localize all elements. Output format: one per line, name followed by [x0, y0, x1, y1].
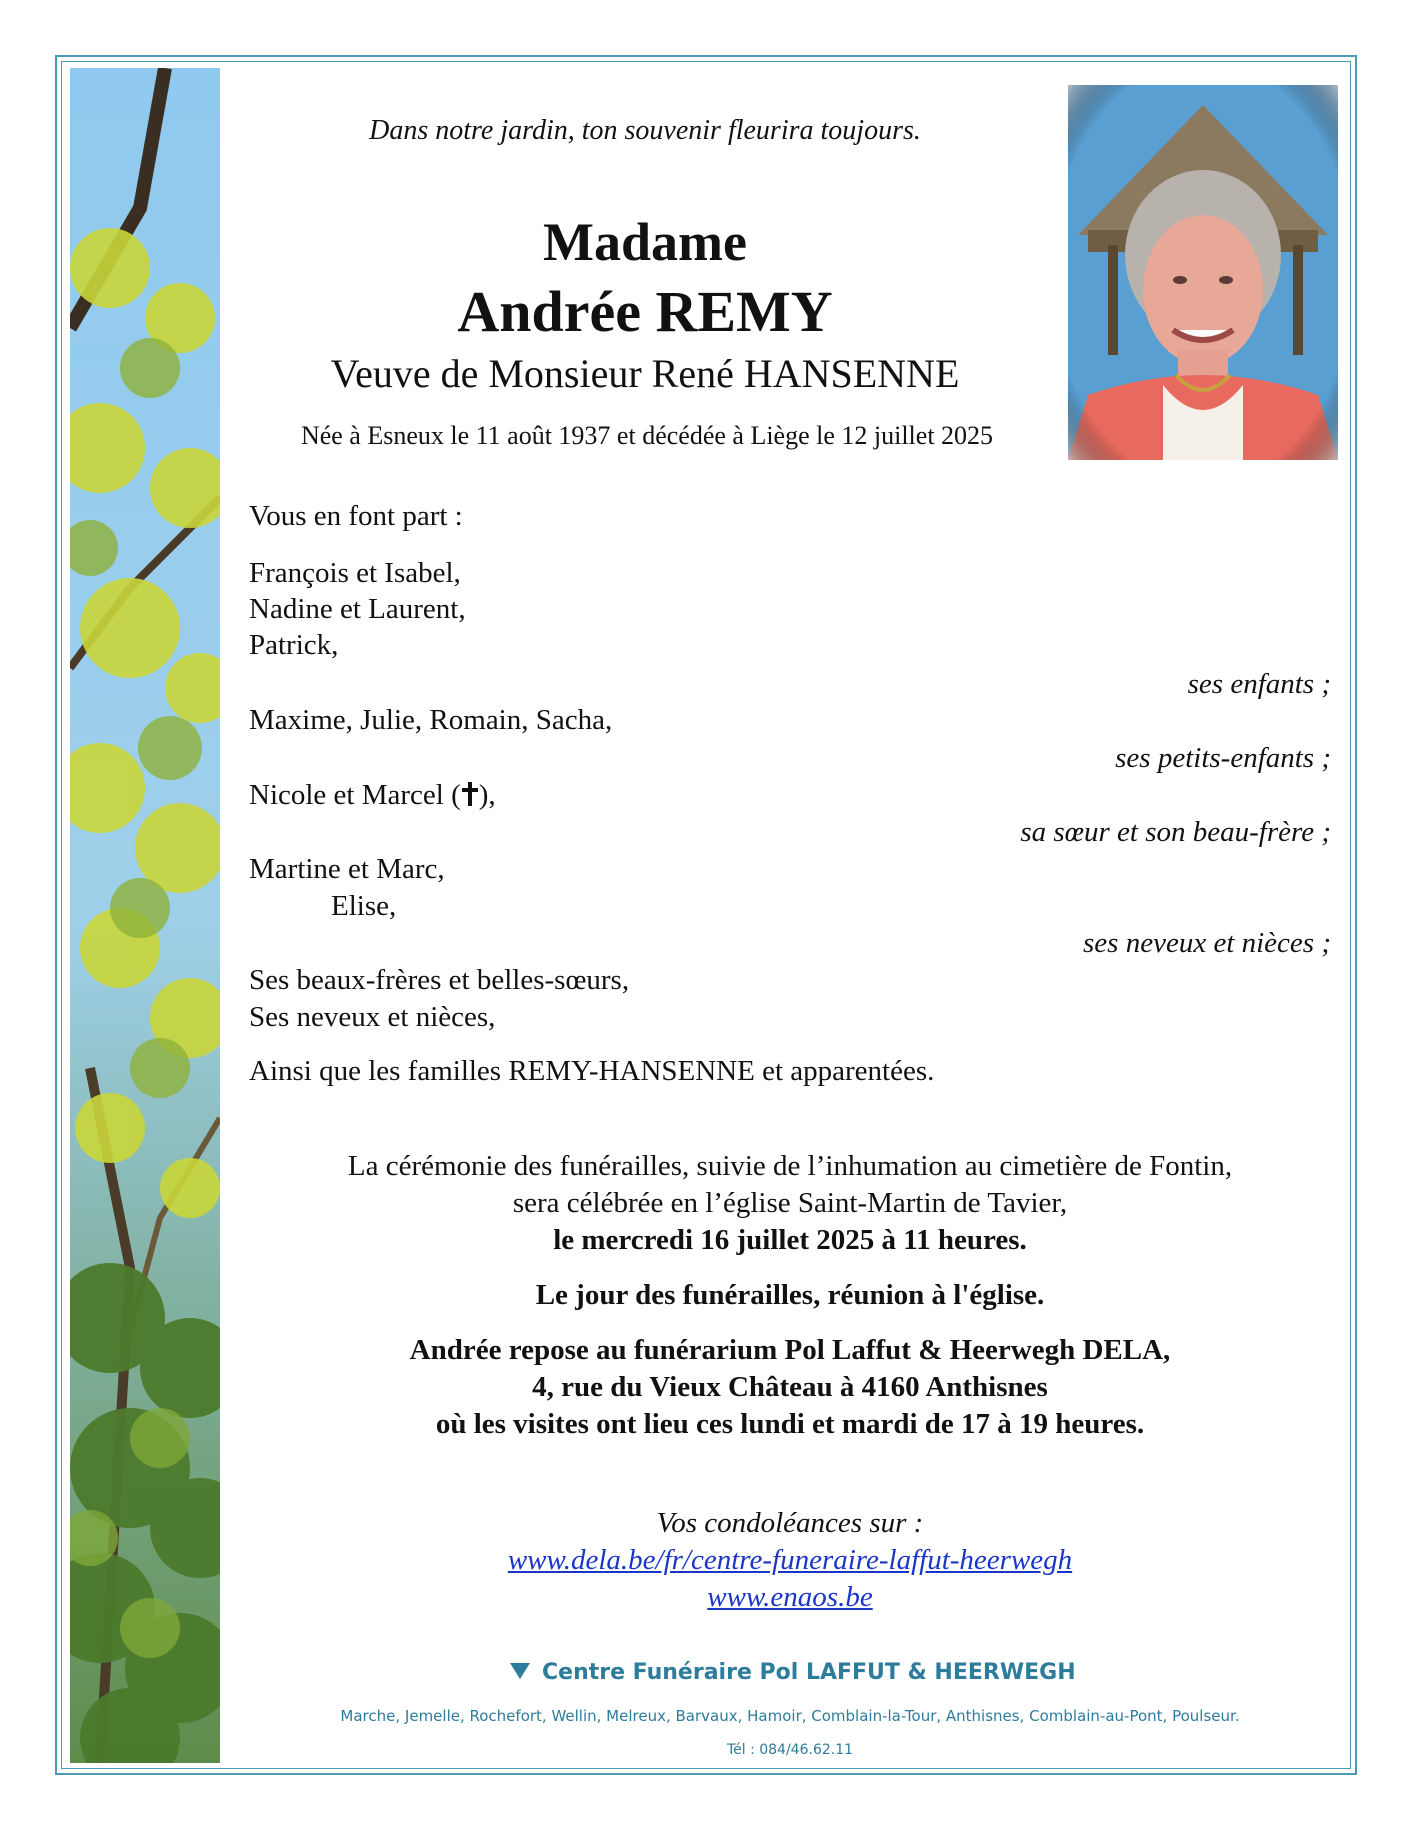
- nephews-label: ses neveux et nièces ;: [1083, 927, 1331, 959]
- grandchildren-line: Maxime, Julie, Romain, Sacha,: [249, 704, 613, 736]
- grandchildren-label: ses petits-enfants ;: [1115, 742, 1331, 774]
- birth-death-line: Née à Esneux le 11 août 1937 et décédée à Liège le 12 juillet 2025: [300, 421, 994, 450]
- tree-foliage-image: [70, 68, 220, 1763]
- inlaws-nephews-line: Ses neveux et nièces,: [249, 1001, 496, 1033]
- child-line: Patrick,: [249, 629, 339, 661]
- triangle-down-icon: [510, 1660, 530, 1685]
- ceremony-block: [230, 1148, 1350, 1443]
- cross-icon: [461, 780, 479, 816]
- sister-line: [249, 777, 496, 816]
- condolences-link-enaos[interactable]: www.enaos.be: [707, 1581, 873, 1613]
- condolences-block: [230, 1505, 1350, 1616]
- sister-label: sa sœur et son beau-frère ;: [1020, 816, 1331, 848]
- funeral-center-name: Centre Funéraire Pol LAFFUT & HEERWEGH: [542, 1660, 1076, 1685]
- inlaws-line: Ses beaux-frères et belles-sœurs,: [249, 964, 630, 996]
- nephews-line: Martine et Marc,: [249, 853, 445, 885]
- intro: Vous en font part :: [249, 500, 463, 532]
- funeral-center-towns: Marche, Jemelle, Rochefort, Wellin, Melreux, Barvaux, Hamoir, Comblain-la-Tour, Anthisnes, Comblain-au-Pont, Poulseur.: [340, 1707, 1240, 1725]
- condolences-link-dela[interactable]: www.dela.be/fr/centre-funeraire-laffut-heerwegh: [507, 1544, 1073, 1576]
- motto: Dans notre jardin, ton souvenir fleurira toujours.: [369, 115, 921, 146]
- child-line: François et Isabel,: [249, 557, 461, 589]
- portrait-photo: [1068, 85, 1338, 460]
- meeting-line: Le jour des funérailles, réunion à l'église.: [535, 1279, 1045, 1311]
- rest-line: Andrée repose au funérarium Pol Laffut & Heerwegh DELA,: [409, 1334, 1171, 1366]
- ceremony-line: La cérémonie des funérailles, suivie de l’inhumation au cimetière de Fontin,: [347, 1150, 1233, 1182]
- funeral-center-phone: Tél : 084/46.62.11: [726, 1742, 854, 1758]
- nephews-line: Elise,: [331, 890, 397, 922]
- ceremony-date: le mercredi 16 juillet 2025 à 11 heures.: [553, 1224, 1027, 1256]
- children-label: ses enfants ;: [1187, 668, 1331, 700]
- families-line: Ainsi que les familles REMY-HANSENNE et apparentées.: [249, 1055, 935, 1087]
- widow-of: Veuve de Monsieur René HANSENNE: [330, 351, 960, 396]
- rest-line: où les visites ont lieu ces lundi et mardi de 17 à 19 heures.: [435, 1408, 1145, 1440]
- rest-line: 4, rue du Vieux Château à 4160 Anthisnes: [532, 1371, 1048, 1403]
- funeral-center-title: [510, 1660, 1076, 1685]
- deceased-name: Andrée REMY: [457, 279, 833, 344]
- salutation: Madame: [543, 212, 747, 272]
- child-line: Nadine et Laurent,: [249, 593, 466, 625]
- sister-names-end: ),: [478, 779, 496, 811]
- ceremony-line: sera célébrée en l’église Saint-Martin de Tavier,: [512, 1187, 1068, 1219]
- sister-names: Nicole et Marcel (: [249, 779, 461, 811]
- condolences-label: Vos condoléances sur :: [656, 1507, 924, 1539]
